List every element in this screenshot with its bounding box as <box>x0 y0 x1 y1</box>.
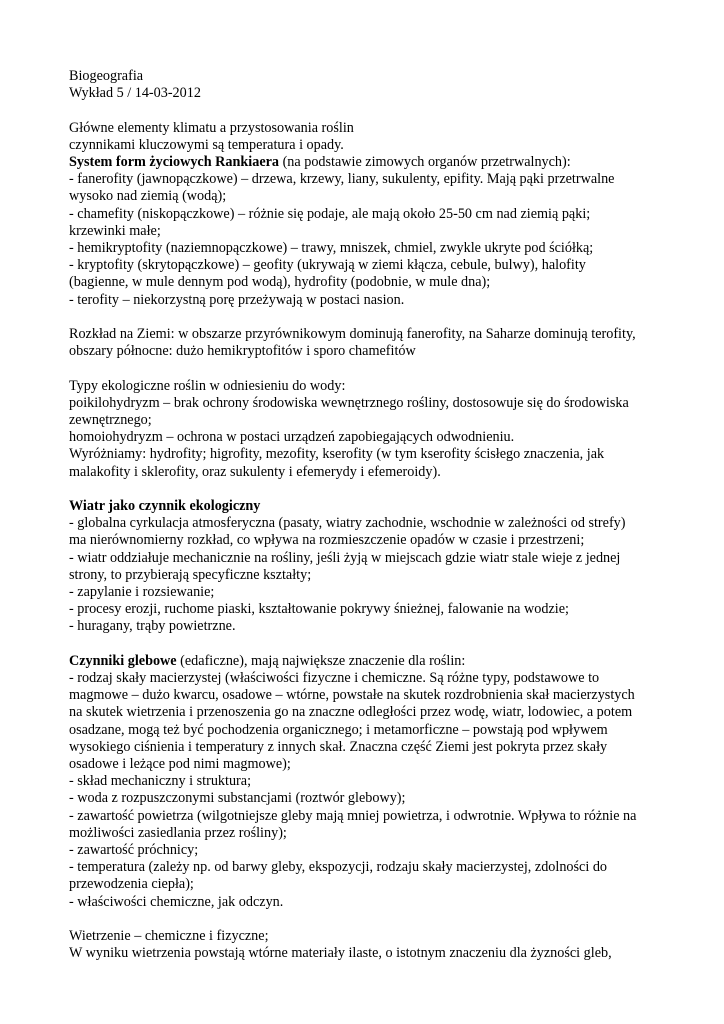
list-item: - rodzaj skały macierzystej (właściwości fizyczne i chemiczne. Są różne typy, podstawowe to <box>69 670 600 687</box>
list-item: - huragany, trąby powietrzne. <box>69 618 236 635</box>
wind-heading: Wiatr jako czynnik ekologiczny <box>69 498 261 515</box>
list-item: - globalna cyrkulacja atmosferyczna (pasaty, wiatry zachodnie, wschodnie w zależności od strefy) <box>69 515 626 532</box>
text-line: na skutek wietrzenia i przenoszenia go na znaczne odległości przez wodę, wiatr, lodowiec, a potem <box>69 704 633 721</box>
list-item: - zawartość próchnicy; <box>69 842 199 859</box>
list-item: - zapylanie i rozsiewanie; <box>69 584 215 601</box>
paragraph-gap <box>69 636 669 653</box>
raunkiaer-heading: System form życiowych Rankiaera <box>69 154 280 170</box>
list-item: - procesy erozji, ruchome piaski, kształtowanie pokrywy śnieżnej, falowanie na wodzie; <box>69 601 569 618</box>
list-item: - wiatr oddziałuje mechanicznie na rośliny, jeśli żyją w miejscach gdzie wiatr stale wieje z jednej <box>69 549 621 566</box>
paragraph-gap <box>69 360 669 377</box>
text-line: strony, to przybierają specyficzne kształty; <box>69 566 312 583</box>
list-item: - właściwości chemiczne, jak odczyn. <box>69 893 284 910</box>
list-item: - chamefity (niskopączkowe) – różnie się podaje, ale mają około 25-50 cm nad ziemią pąki; <box>69 205 591 222</box>
paragraph-gap <box>69 102 669 119</box>
paragraph-gap <box>69 481 669 498</box>
list-item: - woda z rozpuszczonymi substancjami (roztwór glebowy); <box>69 790 406 807</box>
raunkiaer-heading-rest: (na podstawie zimowych organów przetrwalnych): <box>279 154 571 170</box>
text-line: ma nierównomierny rozkład, co wpływa na rozmieszczenie opadów w czasie i przestrzeni; <box>69 532 585 549</box>
text-line: osadzane, mogą też być pochodzenia organicznego; i metamorficzne – powstają pod wpływem <box>69 721 608 738</box>
list-item: - zawartość powietrza (wilgotniejsze gleby mają mniej powietrza, i odwrotnie. Wpływa to różnie na <box>69 807 637 824</box>
list-item: - kryptofity (skrytopączkowe) – geofity (ukrywają w ziemi kłącza, cebule, bulwy), halofity <box>69 257 586 274</box>
text-line: przewodzenia ciepła); <box>69 876 194 893</box>
text-line: obszary północne: dużo hemikryptofitów i sporo chamefitów <box>69 343 416 360</box>
text-line: zewnętrznego; <box>69 412 152 429</box>
text-line: W wyniku wietrzenia powstają wtórne materiały ilaste, o istotnym znaczeniu dla żyzności gleb, <box>69 945 612 962</box>
document-page <box>69 68 669 962</box>
text-line: Główne elementy klimatu a przystosowania roślin <box>69 119 354 136</box>
text-line: Rozkład na Ziemi: w obszarze przyrównikowym dominują fanerofity, na Saharze dominują terofity, <box>69 326 636 343</box>
document-title: Biogeografia <box>69 68 144 84</box>
text-line: Typy ekologiczne roślin w odniesieniu do wody: <box>69 377 346 394</box>
text-line: wysoko nad ziemią (wodą); <box>69 188 227 205</box>
list-item: - terofity – niekorzystną porę przeżywają w postaci nasion. <box>69 291 405 308</box>
text-line: czynnikami kluczowymi są temperatura i opady. <box>69 136 344 153</box>
lecture-info: Wykład 5 / 14-03-2012 <box>69 85 201 102</box>
list-item: - temperatura (zależy np. od barwy gleby, ekspozycji, rodzaju skały macierzystej, zdolności do <box>69 859 608 876</box>
paragraph-gap <box>69 309 669 326</box>
text-line: poikilohydryzm – brak ochrony środowiska wewnętrznego rośliny, dostosowuje się do środowiska <box>69 394 629 411</box>
text-line: magmowe – dużo kwarcu, osadowe – wtórne, powstałe na skutek rozdrobnienia skał macierzystych <box>69 687 635 704</box>
text-line: Wyróżniamy: hydrofity; higrofity, mezofity, kserofity (w tym kserofity ścisłego znaczenia, jak <box>69 446 605 463</box>
soil-heading-line <box>69 653 669 670</box>
text-line: krzewinki małe; <box>69 222 161 239</box>
text-line: malakofity i sklerofity, oraz sukulenty i efemerydy i efemeroidy). <box>69 463 441 480</box>
raunkiaer-heading-line <box>69 154 669 171</box>
text-line: (bagienne, w mule dennym pod wodą), hydrofity (podobnie, w mule dna); <box>69 274 491 291</box>
text-line: Wietrzenie – chemiczne i fizyczne; <box>69 928 269 945</box>
soil-heading-rest: (edaficzne), mają największe znaczenie dla roślin: <box>176 652 466 669</box>
text-line: możliwości zasiedlania przez rośliny); <box>69 824 287 841</box>
text-line: homoiohydryzm – ochrona w postaci urządzeń zapobiegających odwodnieniu. <box>69 429 515 446</box>
text-line: wysokiego ciśnienia i temperatury z innych skał. Znaczna część Ziemi jest pokryta przez skały <box>69 738 608 755</box>
list-item: - hemikryptofity (naziemnopączkowe) – trawy, mniszek, chmiel, zwykle ukryte pod ściółką; <box>69 240 594 257</box>
list-item: - skład mechaniczny i struktura; <box>69 773 252 790</box>
paragraph-gap <box>69 911 669 928</box>
list-item: - fanerofity (jawnopączkowe) – drzewa, krzewy, liany, sukulenty, epifity. Mają pąki przetrwalne <box>69 171 615 188</box>
text-line: osadowe i leżące pod nimi magmowe); <box>69 756 291 773</box>
soil-heading: Czynniki glebowe <box>69 652 177 669</box>
